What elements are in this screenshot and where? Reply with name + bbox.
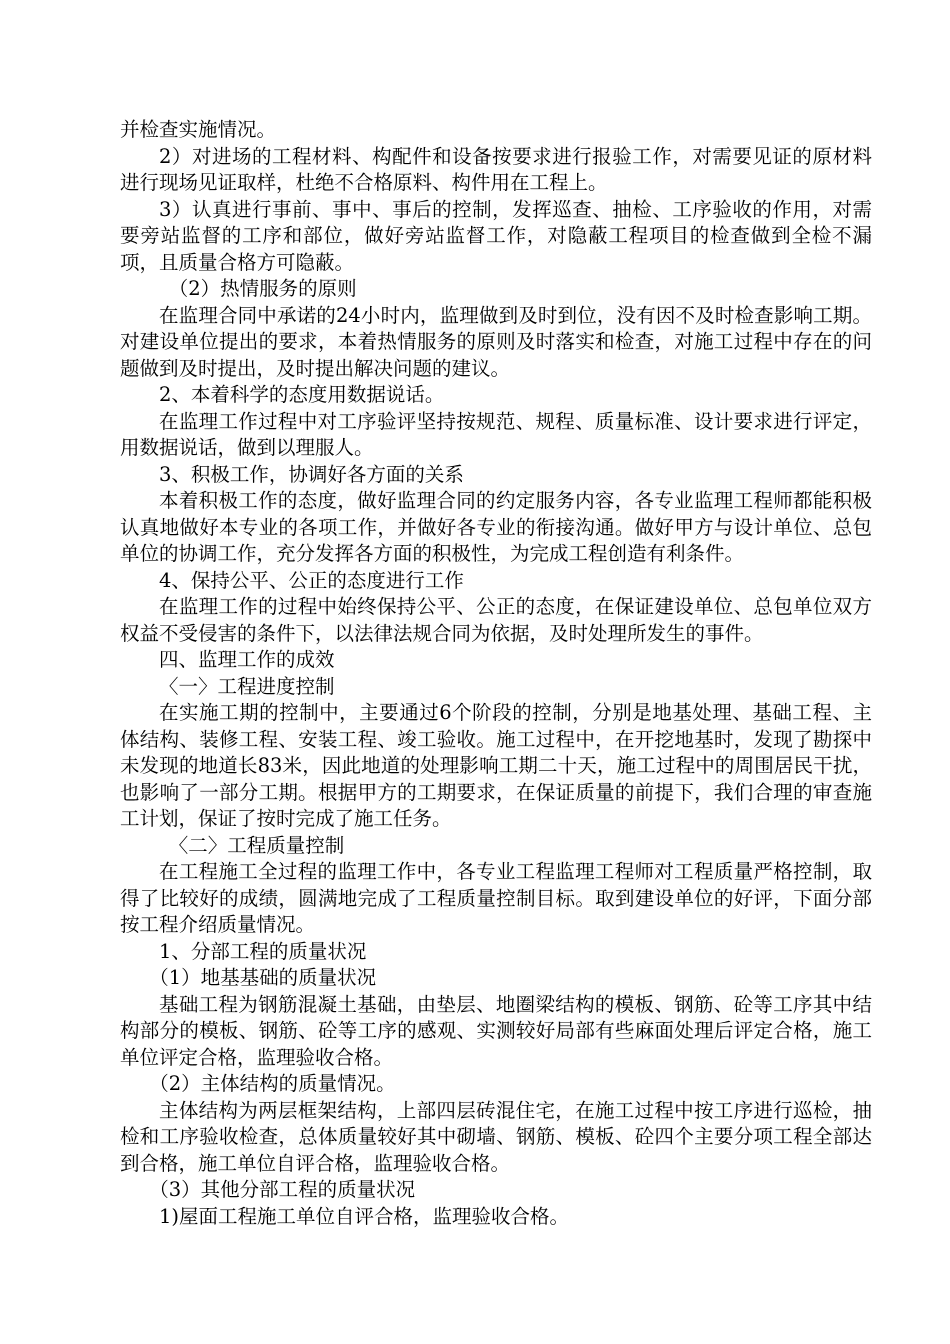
heading-other-subprojects: （3）其他分部工程的质量状况 <box>149 1178 416 1201</box>
heading-fairness: 4、保持公平、公正的态度进行工作 <box>159 568 464 592</box>
document-body <box>120 117 872 1230</box>
heading-progress-control: 〈一〉工程进度控制 <box>159 674 335 698</box>
paragraph-scientific-attitude: 在监理工作过程中对工序验评坚持按规范、规程、质量标准、设计要求进行评定，用数据说话，做到以理服人。 <box>120 409 872 459</box>
paragraph-main-structure-quality: 主体结构为两层框架结构，上部四层砖混住宅，在施工过程中按工序进行巡检，抽检和工序验收检查，总体质量较好其中砌墙、钢筋、模板、砼四个主要分项工程全部达到合格，施工单位自评合格，监理验收合格。 <box>120 1098 872 1175</box>
heading-coordination: 3、积极工作，协调好各方面的关系 <box>159 462 464 486</box>
heading-subproject-quality: 1、分部工程的质量状况 <box>159 939 367 963</box>
heading-scientific-attitude: 2、本着科学的态度用数据说话。 <box>159 383 445 406</box>
paragraph-progress-control: 在实施工期的控制中，主要通过6个阶段的控制，分别是地基处理、基础工程、主体结构、装修工程、安装工程、竣工验收。施工过程中，在开挖地基时，发现了勘探中未发现的地道长83米，因此地道的处理影响工期二十天，施工过程中的周围居民干扰，也影响了一部分工期。根据甲方的工期要求，在保证质量的前提下，我们合理的审查施工计划，保证了按时完成了施工任务。 <box>120 701 872 830</box>
paragraph-process-control: 3）认真进行事前、事中、事后的控制，发挥巡查、抽检、工序验收的作用，对需要旁站监督的工序和部位，做好旁站监督工作，对隐蔽工程项目的检查做到全检不漏项，且质量合格方可隐蔽。 <box>120 197 872 274</box>
paragraph-roofing: 1)屋面工程施工单位自评合格，监理验收合格。 <box>159 1204 570 1228</box>
paragraph-quality-control: 在工程施工全过程的监理工作中，各专业工程监理工程师对工程质量严格控制，取得了比较好的成绩，圆满地完成了工程质量控制目标。取到建设单位的好评，下面分部按工程介绍质量情况。 <box>120 860 872 936</box>
paragraph-foundation-quality: 基础工程为钢筋混凝土基础，由垫层、地圈梁结构的模板、钢筋、砼等工序其中结构部分的模板、钢筋、砼等工序的感观、实测较好局部有些麻面处理后评定合格，施工单位评定合格，监理验收合格。 <box>120 992 872 1069</box>
heading-foundation-quality: （1）地基基础的质量状况 <box>149 966 377 989</box>
paragraph-material-inspection: 2）对进场的工程材料、构配件和设备按要求进行报验工作，对需要见证的原材料进行现场见证取样，杜绝不合格原料、构件用在工程上。 <box>120 144 872 194</box>
heading-main-structure-quality: （2）主体结构的质量情况。 <box>149 1072 396 1095</box>
paragraph-service-principle: 在监理合同中承诺的24小时内，监理做到及时到位，没有因不及时检查影响工期。对建设单位提出的要求，本着热情服务的原则及时落实和检查，对施工过程中存在的问题做到及时提出，及时提出解决问题的建议。 <box>120 303 872 380</box>
paragraph-coordination: 本着积极工作的态度，做好监理合同的约定服务内容，各专业监理工程师都能积极认真地做好本专业的各项工作，并做好各专业的衔接沟通。做好甲方与设计单位、总包单位的协调工作，充分发挥各方面的积极性，为完成工程创造有利条件。 <box>120 489 872 565</box>
heading-quality-control: 〈二〉工程质量控制 <box>168 833 345 857</box>
heading-service-principle: （2）热情服务的原则 <box>168 277 357 300</box>
paragraph-fairness: 在监理工作的过程中始终保持公平、公正的态度，在保证建设单位、总包单位双方权益不受侵害的条件下，以法律法规合同为依据，及时处理所发生的事件。 <box>120 595 872 645</box>
heading-section-four: 四、监理工作的成效 <box>159 648 335 671</box>
paragraph-continuation: 并检查实施情况。 <box>120 118 277 141</box>
